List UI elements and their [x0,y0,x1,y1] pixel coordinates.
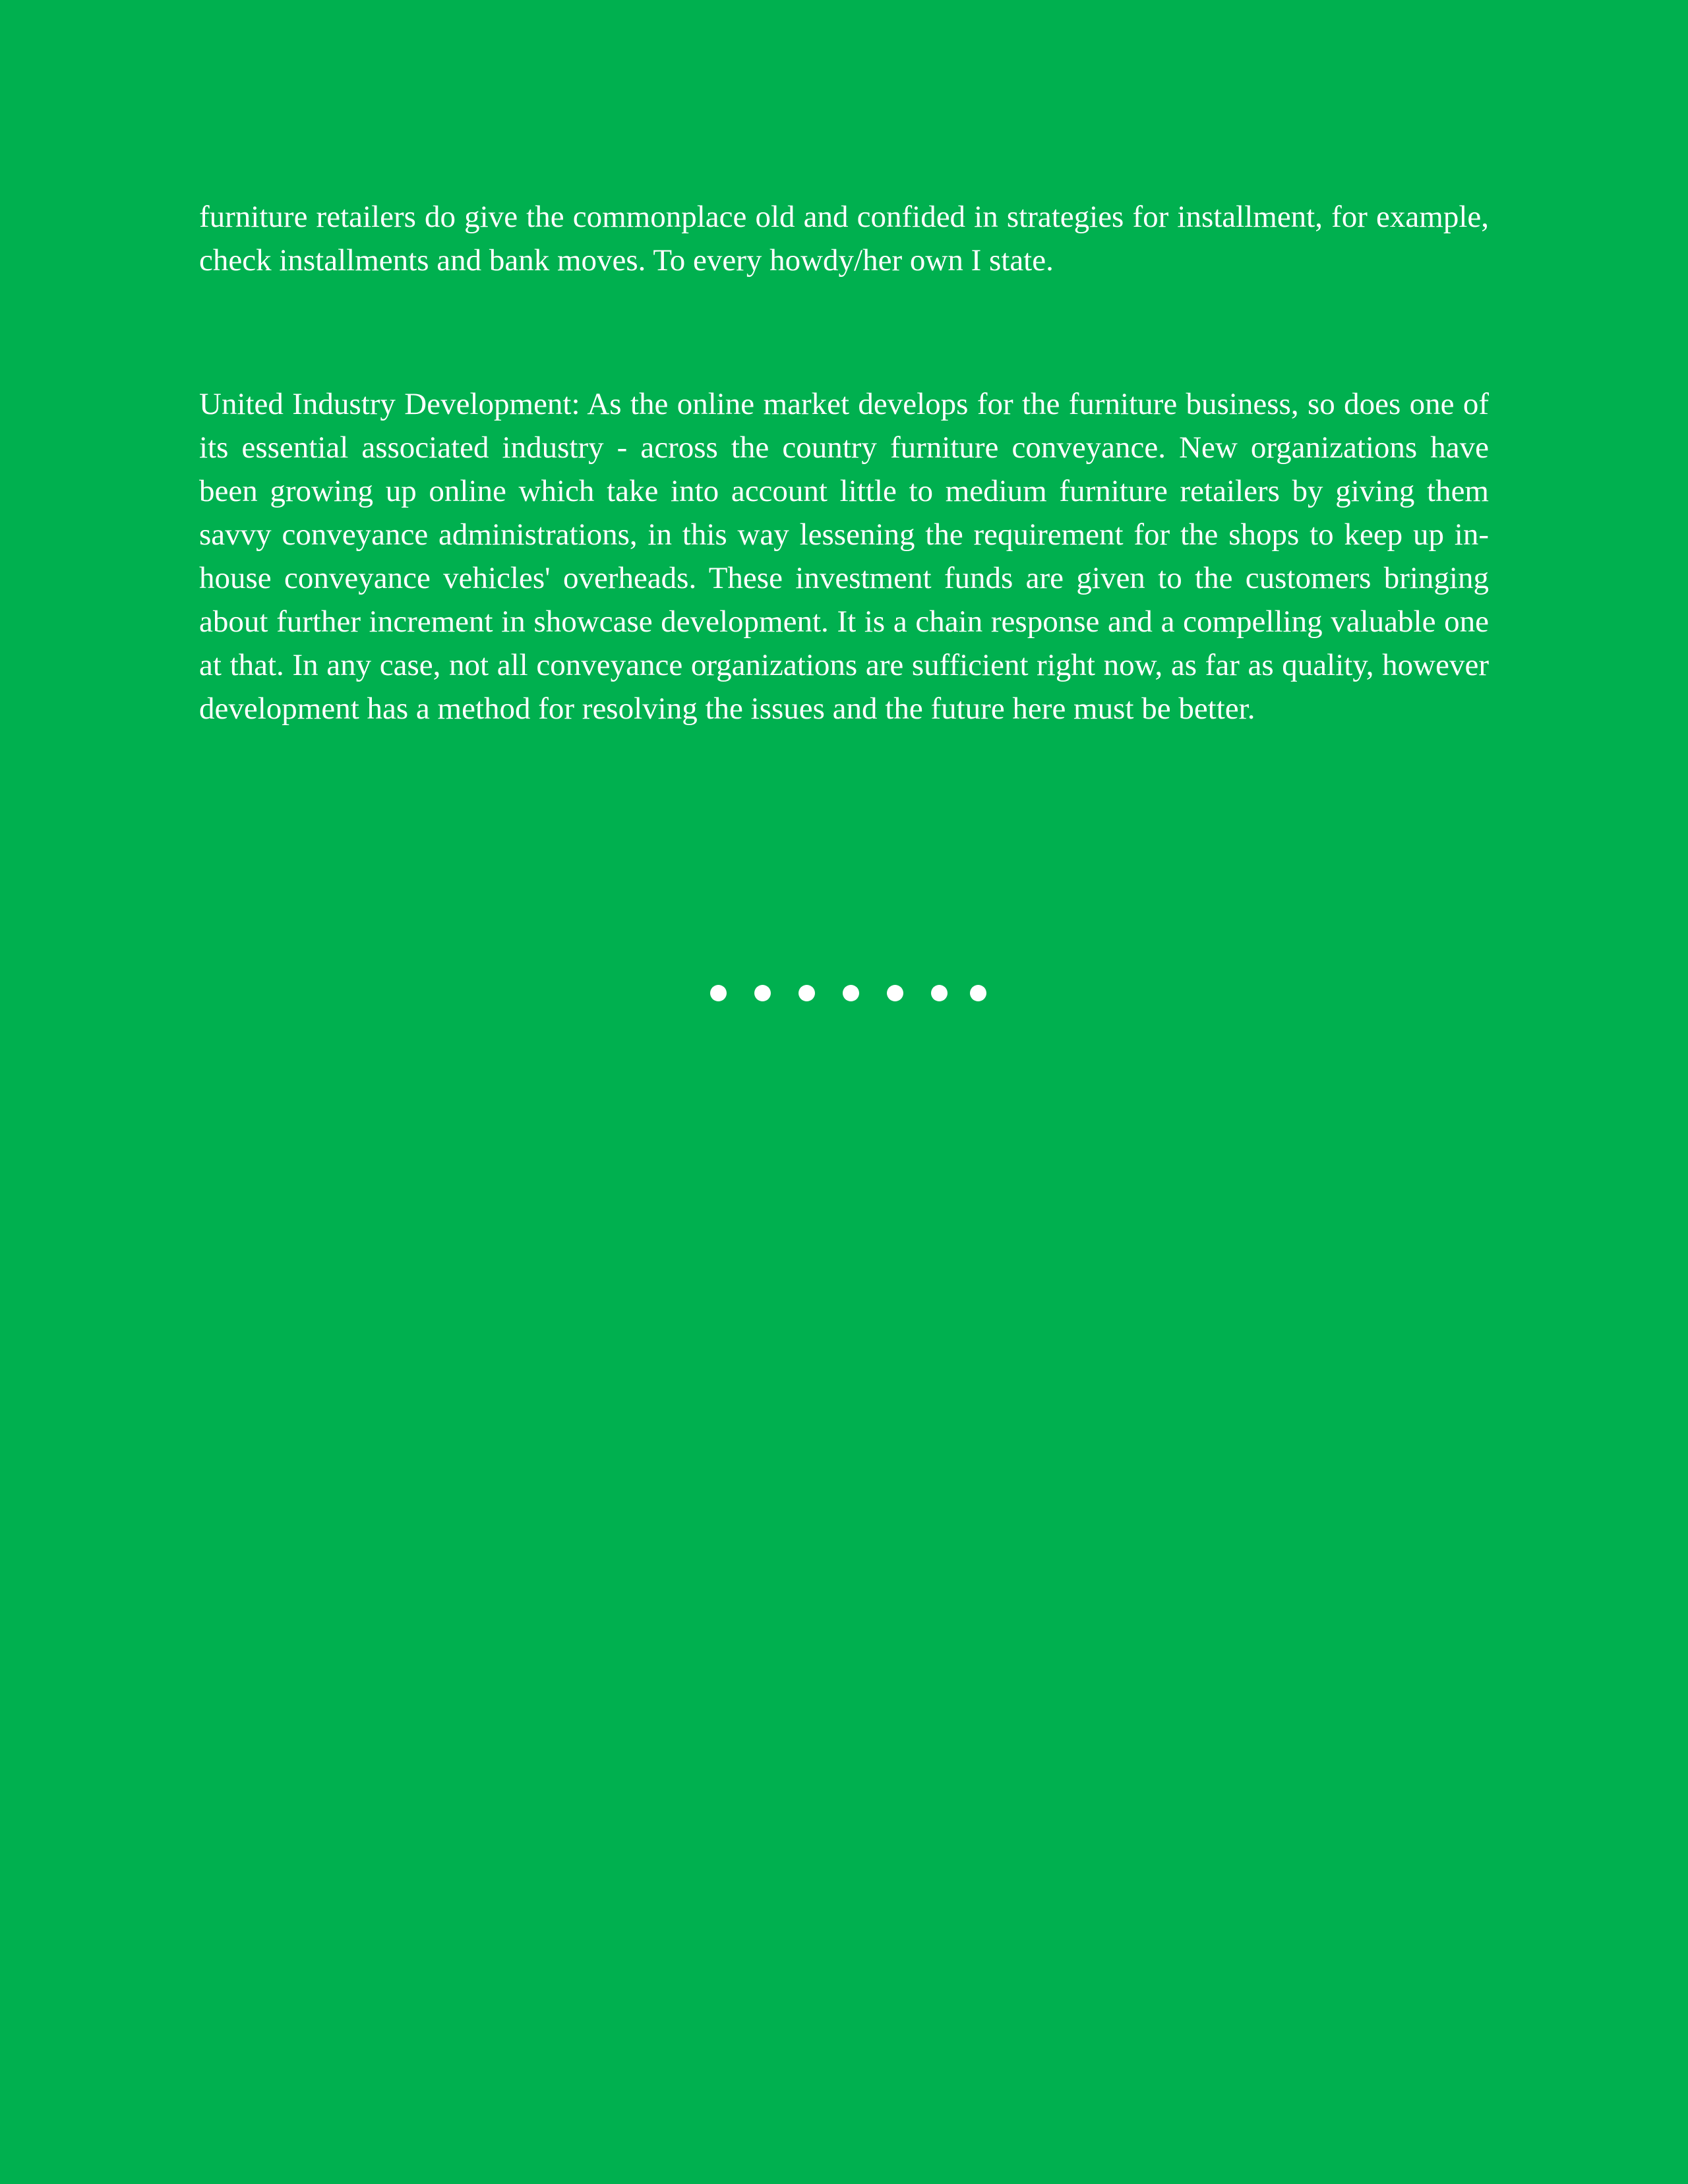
dot-separator [708,985,991,1003]
dot-icon [931,985,948,1001]
dot-icon [887,985,903,1001]
paragraph-industry-development: United Industry Development: As the online market develops for the furniture business, so does one of its essential associated industry - across the country furniture conveyance. New organizations have been growing up online which take into account little to medium furniture retailers by giving them savvy conveyance administrations, in this way lessening the requirement for the shops to keep up in-house conveyance vehicles' overheads. These investment funds are given to the customers bringing about further increment in showcase development. It is a chain response and a compelling valuable one at that. In any case, not all conveyance organizations are sufficient right now, as far as quality, however development has a method for resolving the issues and the future here must be better. [199,387,1489,726]
dot-icon [970,985,986,1001]
dot-icon [799,985,815,1001]
dot-icon [843,985,859,1001]
dot-icon [754,985,771,1001]
paragraph-payment-methods: furniture retailers do give the commonplace old and confided in strategies for installment, for example, check installments and bank moves. To every howdy/her own I state. [199,200,1489,278]
dot-icon [710,985,727,1001]
